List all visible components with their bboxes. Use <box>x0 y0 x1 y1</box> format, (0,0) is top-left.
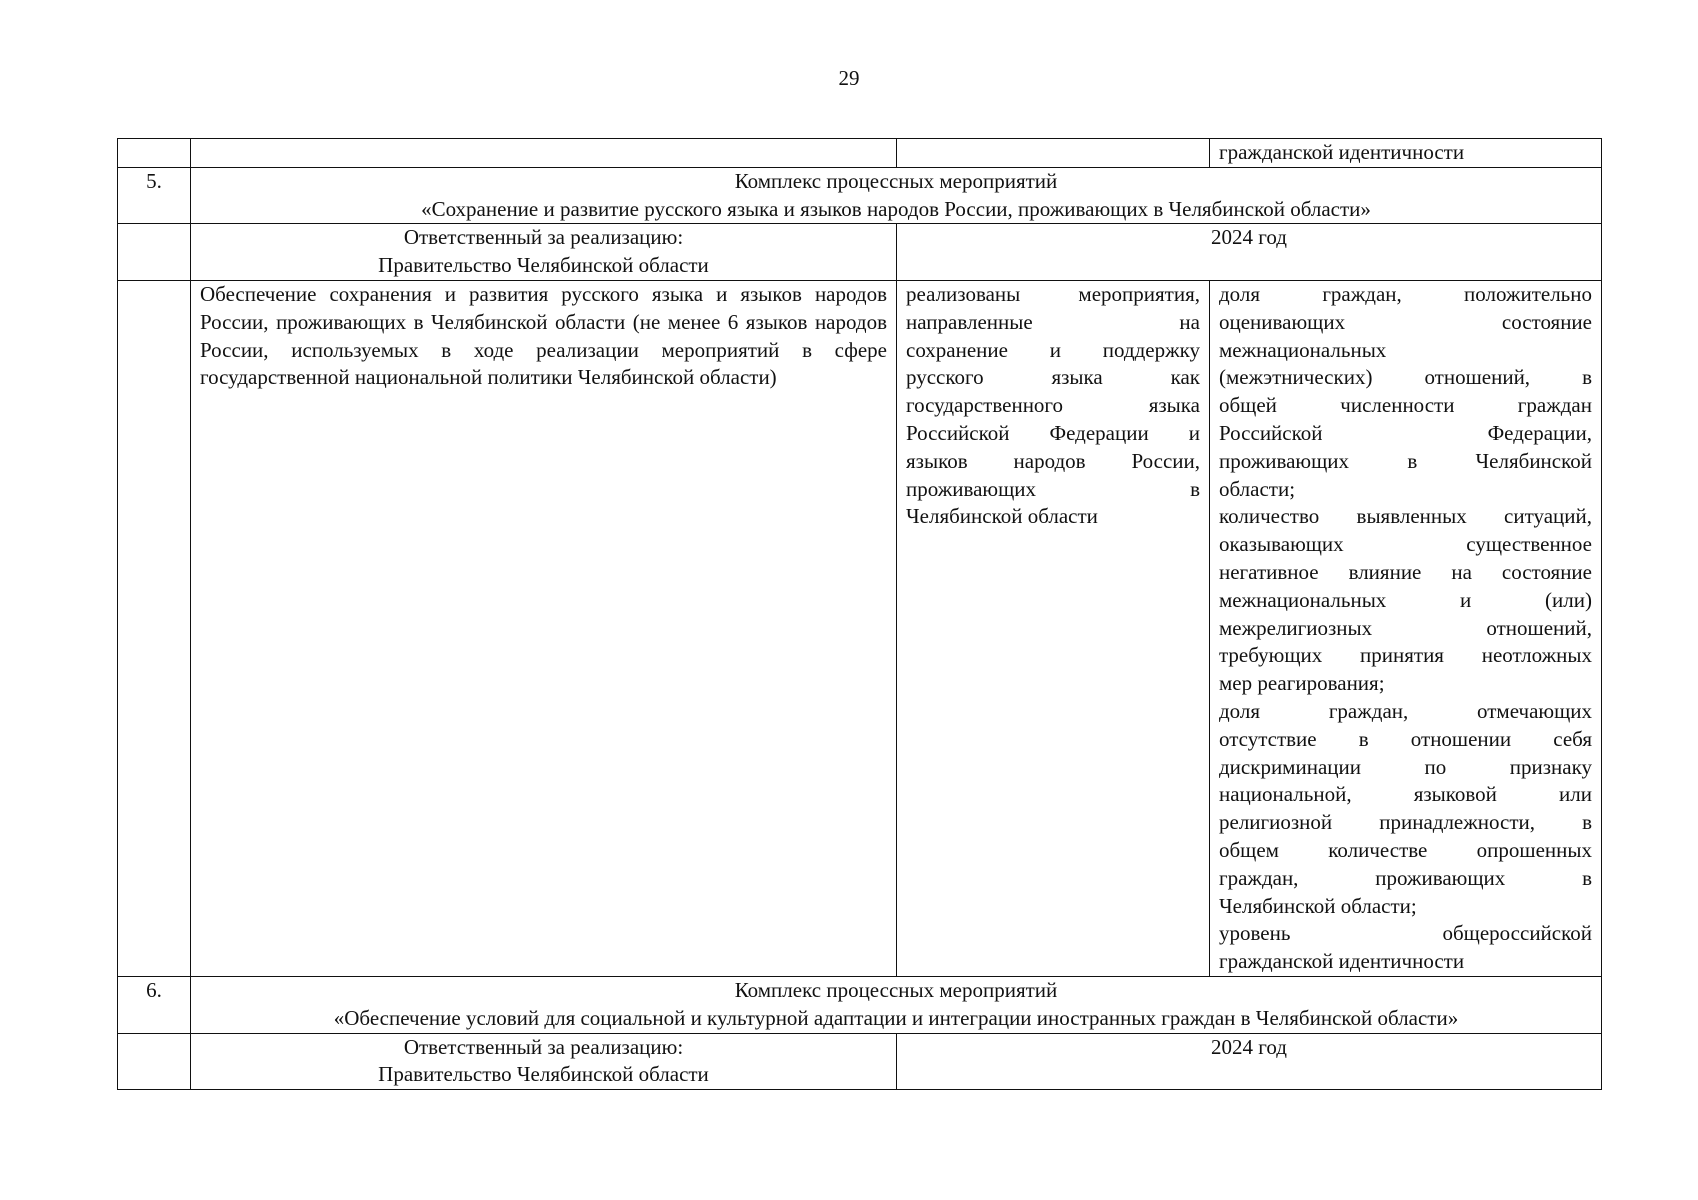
indicator-line: граждан, проживающих в <box>1219 865 1592 890</box>
continuation-indicator-text: гражданской идентичности <box>1219 140 1465 164</box>
indicator-line: межрелигиозных отношений, <box>1219 615 1592 640</box>
continuation-num-cell <box>118 139 191 168</box>
result-line: реализованы мероприятия, <box>906 281 1200 306</box>
section-6-responsible-org: Правительство Челябинской области <box>378 1062 709 1087</box>
section-5-responsible-org: Правительство Челябинской области <box>378 253 709 278</box>
section-5-title-line2: «Сохранение и развитие русского языка и языков народов России, проживающих в Челябинской области» <box>421 196 1371 221</box>
section-6-responsible-row <box>118 1033 1602 1090</box>
section-6-title-line2: «Обеспечение условий для социальной и культурной адаптации и интеграции иностранных граждан в Челябинской области» <box>333 1005 1459 1030</box>
result-line: языков народов России, <box>906 448 1200 473</box>
section-6-responsible-label: Ответственный за реализацию: <box>403 1034 684 1059</box>
continuation-result-cell <box>897 139 1210 168</box>
section-5-number: 5. <box>118 167 191 224</box>
indicator-line: межнациональных и (или) <box>1219 587 1592 612</box>
section-6-header-row <box>118 976 1602 1033</box>
indicator-line: дискриминации по признаку <box>1219 754 1592 779</box>
indicator-line: межнациональных <box>1219 337 1387 362</box>
result-line: проживающих в <box>906 476 1200 501</box>
indicator-line: гражданской идентичности <box>1219 949 1465 974</box>
section-5-year: 2024 год <box>897 224 1602 281</box>
indicator-line: мер реагирования; <box>1219 671 1385 696</box>
indicator-line: доля граждан, отмечающих <box>1219 698 1592 723</box>
section-6-title <box>191 976 1602 1033</box>
indicator-line: общей численности граждан <box>1219 393 1592 418</box>
indicator-line: доля граждан, положительно <box>1219 281 1592 306</box>
program-table <box>117 138 1602 1090</box>
section-6-year: 2024 год <box>897 1033 1602 1090</box>
continuation-row <box>118 139 1602 168</box>
page-number: 29 <box>838 66 860 90</box>
indicator-line: области; <box>1219 476 1296 501</box>
section-5-responsible-label: Ответственный за реализацию: <box>403 225 684 250</box>
indicator-line: Российской Федерации, <box>1219 420 1592 445</box>
indicator-line: национальной, языковой или <box>1219 782 1592 807</box>
section-6-title-line1: Комплекс процессных мероприятий <box>734 977 1058 1002</box>
indicator-line: (межэтнических) отношений, в <box>1219 365 1592 390</box>
section-5-title-line1: Комплекс процессных мероприятий <box>734 168 1058 193</box>
continuation-indicator-cell <box>1210 139 1602 168</box>
section-5-body-row <box>118 280 1602 976</box>
indicator-line: требующих принятия неотложных <box>1219 643 1592 668</box>
section-5-task: Обеспечение сохранения и развития русского языка и языков народов России, проживающих в Челябинской области (не менее 6 языков народов России, используемых в ходе реализации мероприятий в сфере государственной национальной политики Челябинской области) <box>191 280 897 976</box>
indicator-line: уровень общероссийской <box>1219 921 1592 946</box>
section-6-number: 6. <box>118 976 191 1033</box>
section-6-responsible-num-cell <box>118 1033 191 1090</box>
section-5-indicators <box>1210 280 1602 976</box>
result-line: государственного языка <box>906 393 1200 418</box>
result-line: русского языка как <box>906 365 1200 390</box>
section-6-responsible <box>191 1033 897 1090</box>
indicator-line: религиозной принадлежности, в <box>1219 810 1592 835</box>
continuation-task-cell <box>191 139 897 168</box>
indicator-line: количество выявленных ситуаций, <box>1219 504 1592 529</box>
result-line-last: Челябинской области <box>906 504 1098 529</box>
indicator-line: оказывающих существенное <box>1219 532 1592 557</box>
indicator-line: оценивающих состояние <box>1219 309 1592 334</box>
section-5-result <box>897 280 1210 976</box>
indicator-line: Челябинской области; <box>1219 893 1417 918</box>
section-5-responsible-num-cell <box>118 224 191 281</box>
section-5-title <box>191 167 1602 224</box>
indicator-line: общем количестве опрошенных <box>1219 837 1592 862</box>
result-line: Российской Федерации и <box>906 420 1200 445</box>
section-5-responsible <box>191 224 897 281</box>
section-5-header-row <box>118 167 1602 224</box>
section-5-responsible-row <box>118 224 1602 281</box>
indicator-line: проживающих в Челябинской <box>1219 448 1592 473</box>
indicator-line: негативное влияние на состояние <box>1219 559 1592 584</box>
result-line: направленные на <box>906 309 1200 334</box>
indicator-line: отсутствие в отношении себя <box>1219 726 1592 751</box>
section-5-body-num-cell <box>118 280 191 976</box>
result-line: сохранение и поддержку <box>906 337 1200 362</box>
